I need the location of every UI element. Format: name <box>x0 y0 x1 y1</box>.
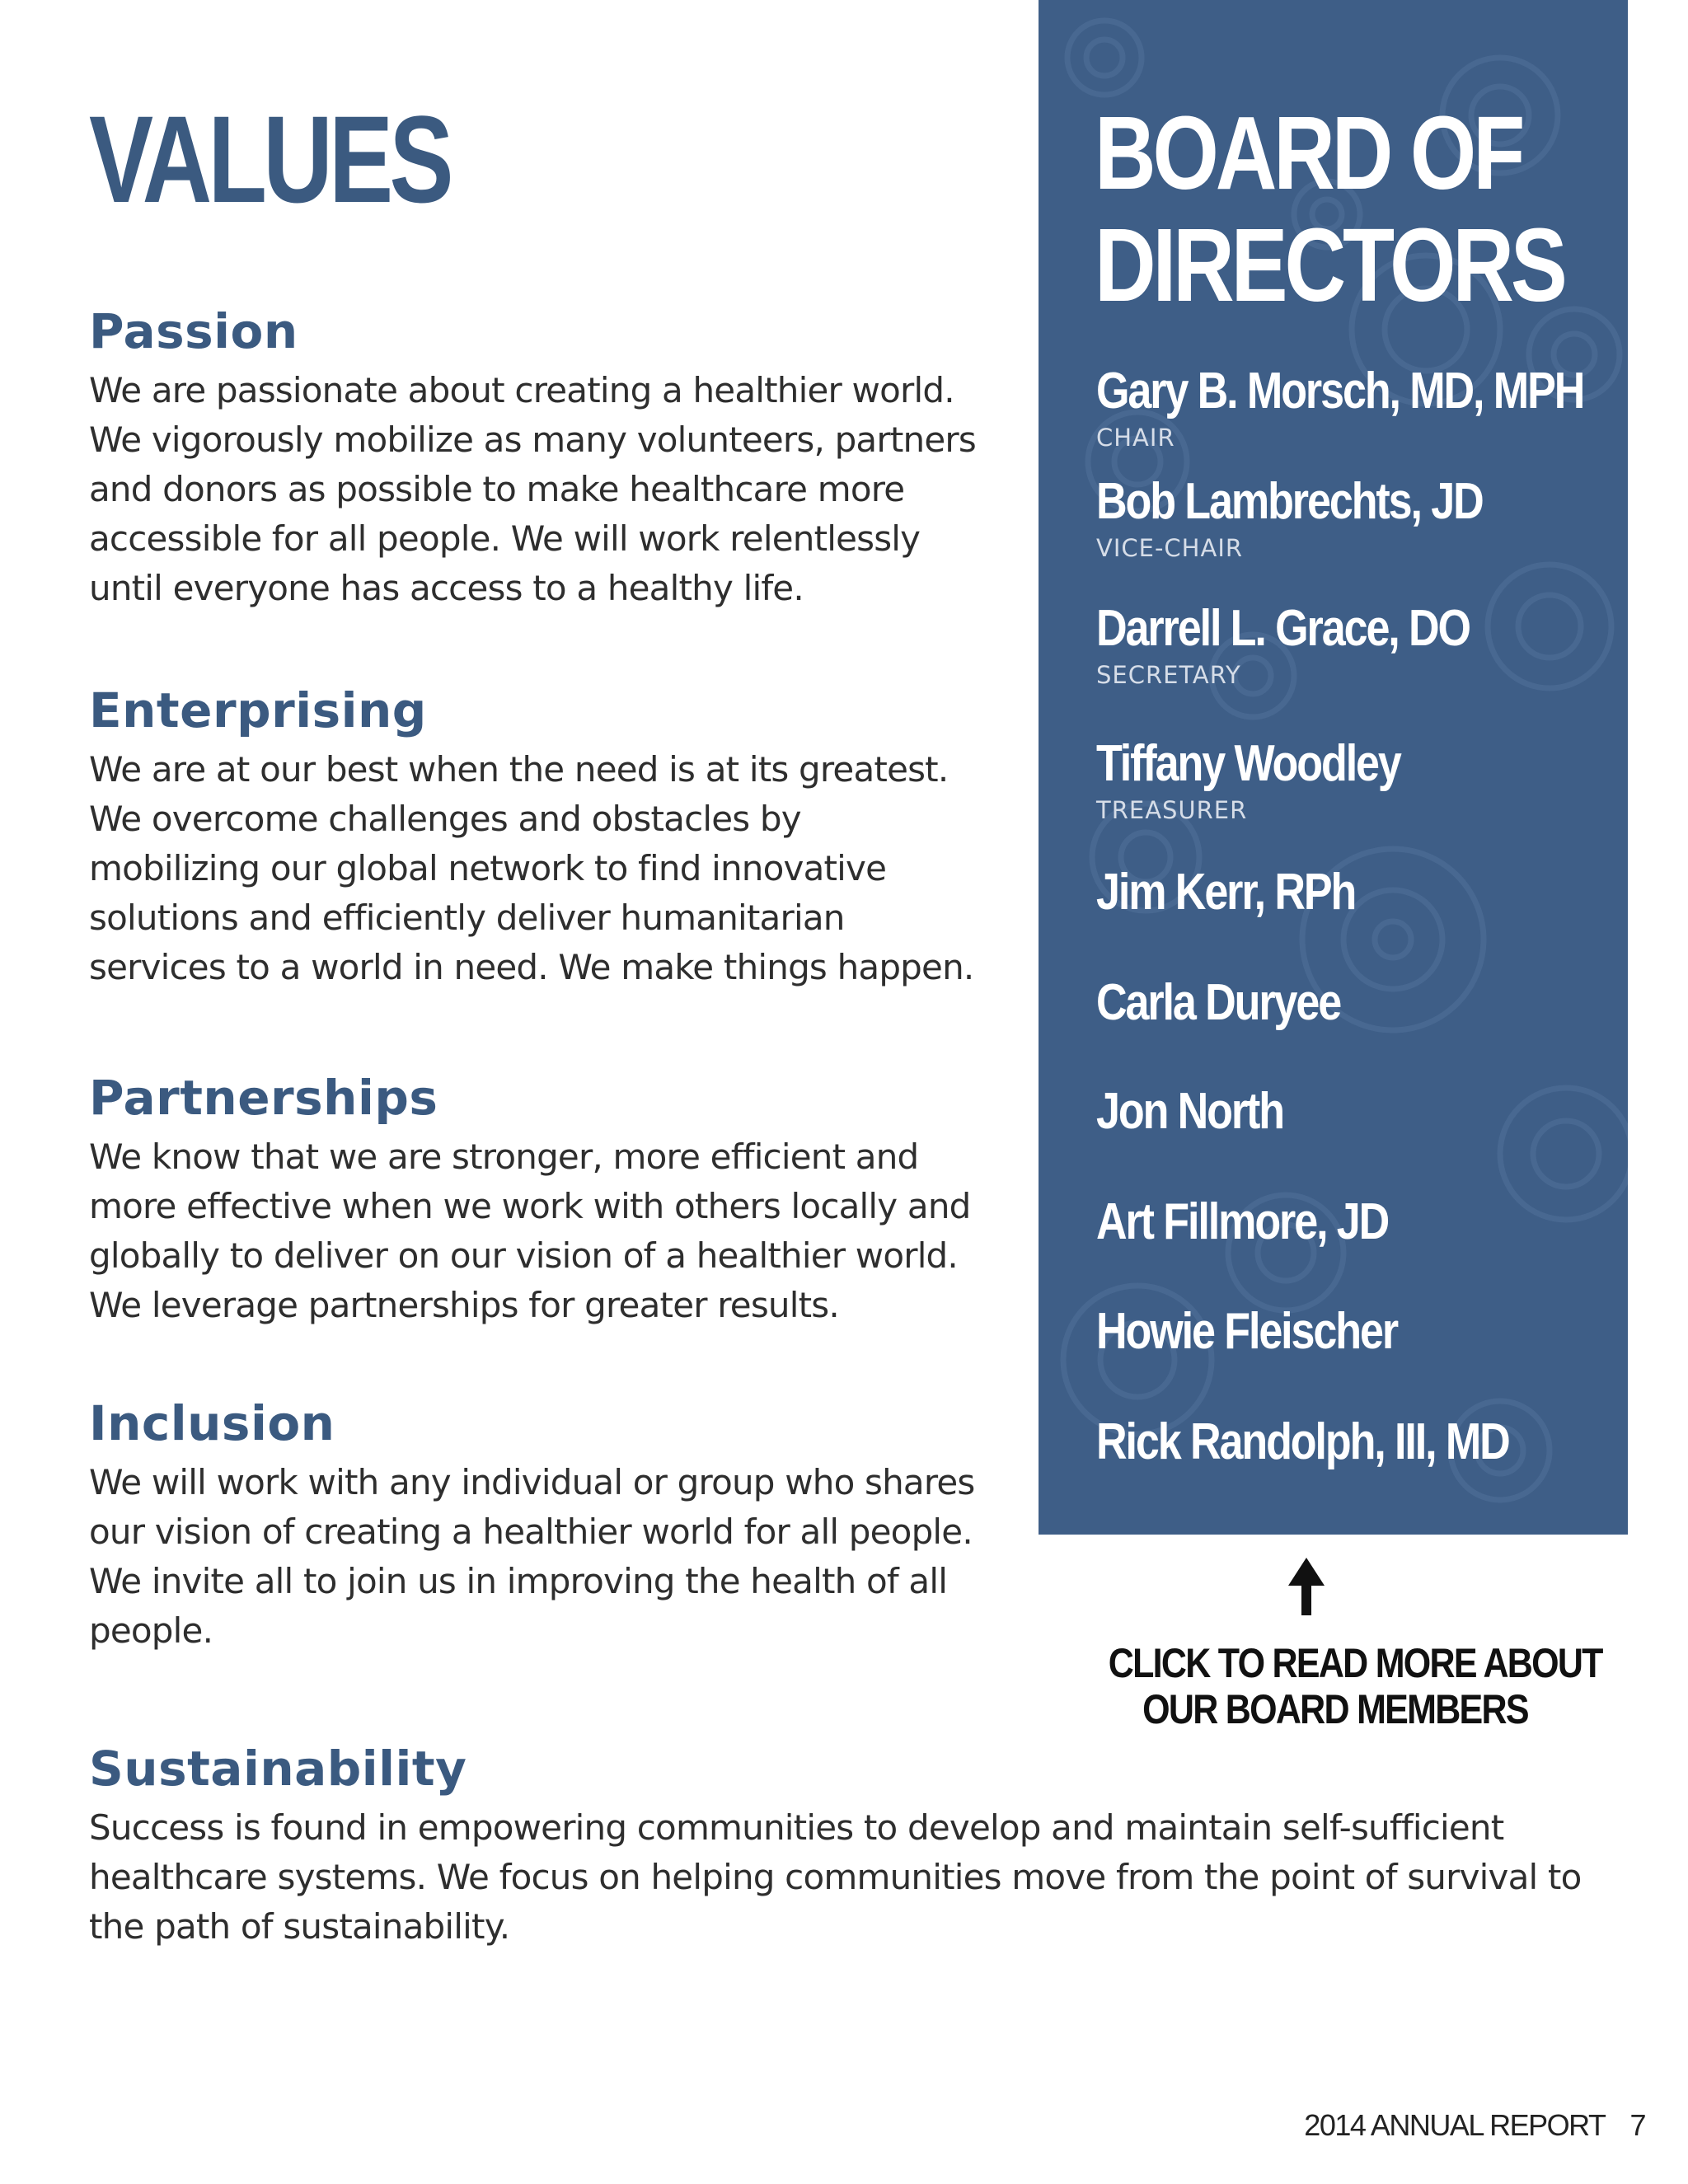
member-name: Gary B. Morsch, MD, MPH <box>1096 363 1584 419</box>
value-heading: Partnerships <box>89 1070 438 1126</box>
member-name: Tiffany Woodley <box>1096 735 1400 792</box>
member-role: VICE-CHAIR <box>1096 534 1244 562</box>
value-text: We are passionate about creating a healthier world. We vigorously mobilize as many volunteers, partners and donors as possible to make healthcare more accessible for all people. We will work relentlessly until everyone has access to a healthy life. <box>89 370 976 608</box>
value-heading: Enterprising <box>89 682 427 738</box>
value-partnerships <box>89 1070 979 1330</box>
member-name: Bob Lambrechts, JD <box>1096 473 1483 530</box>
read-more-board-link[interactable] <box>1071 1640 1602 1732</box>
cta-line2: OUR BOARD MEMBERS <box>1142 1686 1528 1732</box>
member-name: Rick Randolph, III, MD <box>1096 1413 1509 1470</box>
value-sustainability <box>89 1741 1639 1952</box>
page-footer <box>1304 2108 1645 2143</box>
value-heading: Inclusion <box>89 1395 335 1451</box>
value-text: We are at our best when the need is at its greatest. We overcome challenges and obstacles by mobilizing our global network to find innovative solutions and efficiently deliver humanitarian services to a world in need. We make things happen. <box>89 749 974 987</box>
cta-line1: CLICK TO READ MORE ABOUT <box>1108 1640 1602 1686</box>
value-enterprising <box>89 682 979 992</box>
board-member <box>1096 1193 1444 1251</box>
member-name: Howie Fleischer <box>1096 1303 1398 1360</box>
member-name: Jim Kerr, RPh <box>1096 864 1356 921</box>
member-name: Darrell L. Grace, DO <box>1096 600 1470 657</box>
page-title: VALUES <box>89 90 450 228</box>
value-heading: Sustainability <box>89 1741 467 1797</box>
value-inclusion <box>89 1395 979 1656</box>
board-member <box>1096 1413 1587 1471</box>
value-text: We will work with any individual or group who shares our vision of creating a healthier world for all people. We invite all to join us in improving the health of all people. <box>89 1462 975 1651</box>
board-member <box>1096 735 1458 824</box>
member-name: Carla Duryee <box>1096 974 1341 1031</box>
member-name: Art Fillmore, JD <box>1096 1193 1389 1250</box>
board-of-directors-panel[interactable] <box>1039 0 1628 1535</box>
member-role: SECRETARY <box>1096 661 1241 689</box>
board-member <box>1096 473 1556 562</box>
member-role: CHAIR <box>1096 424 1175 452</box>
board-title-line1: BOARD OF <box>1095 95 1522 211</box>
board-member <box>1096 1083 1319 1141</box>
value-text: Success is found in empowering communities to develop and maintain self-sufficient healthcare systems. We focus on helping communities move from the point of survival to the path of sustainability. <box>89 1807 1582 1947</box>
member-name: Jon North <box>1096 1083 1284 1140</box>
board-member <box>1096 1303 1455 1361</box>
value-passion <box>89 303 979 613</box>
board-member <box>1096 600 1540 689</box>
value-text: We know that we are stronger, more efficient and more effective when we work with others locally and globally to deliver on our vision of a healthier world. We leverage partnerships for greater results. <box>89 1137 971 1325</box>
report-label: 2014 ANNUAL REPORT <box>1304 2108 1606 2142</box>
board-member <box>1096 864 1404 921</box>
board-title-line2: DIRECTORS <box>1095 207 1564 323</box>
value-heading: Passion <box>89 303 298 359</box>
board-member <box>1096 974 1387 1032</box>
page-number: 7 <box>1629 2108 1645 2142</box>
member-role: TREASURER <box>1096 796 1248 824</box>
board-title <box>1095 97 1564 321</box>
board-member <box>1096 363 1628 452</box>
arrow-up-icon <box>1288 1558 1325 1615</box>
